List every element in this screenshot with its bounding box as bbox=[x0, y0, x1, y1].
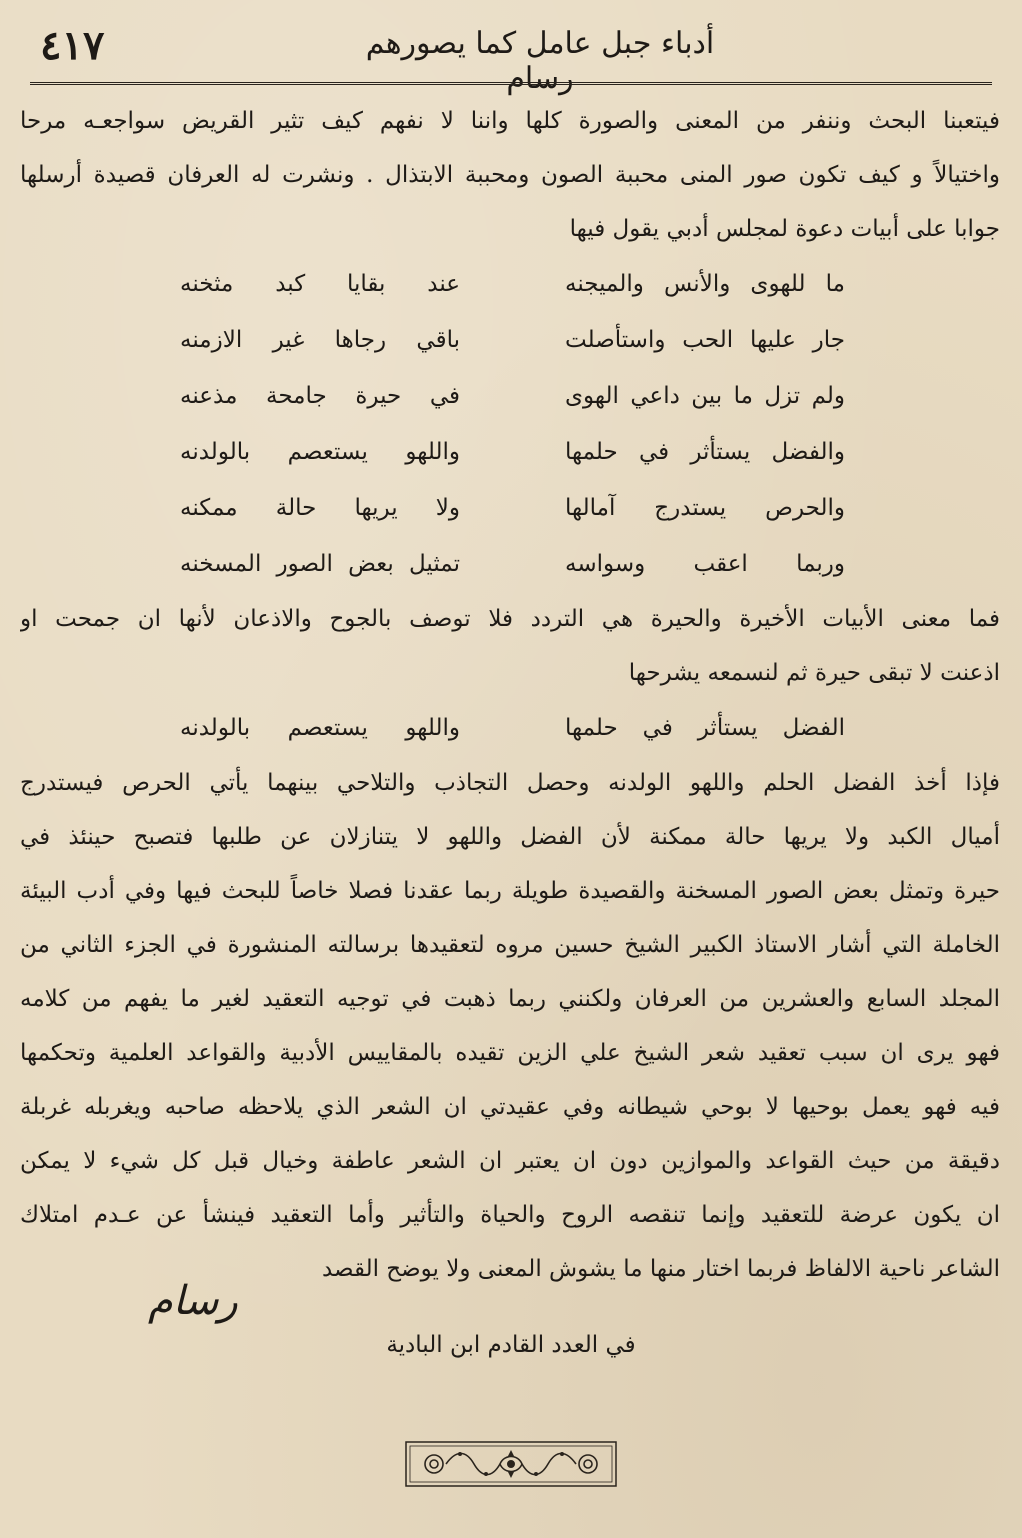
header-rule bbox=[30, 82, 992, 85]
verse-line bbox=[20, 536, 1000, 592]
text-line: حيرة وتمثل بعض الصور المسخنة والقصيدة طويلة ربما عقدنا فصلا خاصاً للبحث فيها وفي أدب البيئة bbox=[20, 878, 1000, 904]
verse-second-hemistich: واللهو يستعصم بالولدنه bbox=[180, 439, 460, 465]
text-line: فما معنى الأبيات الأخيرة والحيرة هي التردد فلا توصف بالجوح والاذعان لأنها ان جمحت او bbox=[20, 606, 1000, 632]
text-line: المجلد السابع والعشرين من العرفان ولكنني ربما ذهبت في توجيه التعقيد لغير ما يفهم من كلامه bbox=[20, 986, 1000, 1012]
verse-first-hemistich: والفضل يستأثر في حلمها bbox=[565, 439, 845, 465]
ornament-icon bbox=[404, 1440, 618, 1488]
verse-first-hemistich: ما للهوى والأنس والميجنه bbox=[565, 271, 845, 297]
verse-first-hemistich: والحرص يستدرج آمالها bbox=[565, 495, 845, 521]
verse-first-hemistich: وربما اعقب وسواسه bbox=[565, 551, 845, 577]
verse-first-hemistich: جار عليها الحب واستأصلت bbox=[565, 327, 845, 353]
text-line: فإذا أخذ الفضل الحلم واللهو الولدنه وحصل التجاذب والتلاحي بينهما يأتي الحرص فيستدرج bbox=[20, 770, 1000, 796]
author-signature: رسام bbox=[148, 1278, 238, 1324]
running-title: أدباء جبل عامل كما يصورهم رسام bbox=[365, 26, 715, 96]
text-line: الشاعر ناحية الالفاظ فربما اختار منها ما يشوش المعنى ولا يوضح القصد bbox=[321, 1256, 1000, 1282]
poem bbox=[20, 256, 1000, 592]
quoted-verse bbox=[20, 700, 1000, 756]
text-line: فيتعبنا البحث وننفر من المعنى والصورة كلها واننا لا نفهم كيف تثير القريض سواجعـه مرحا bbox=[20, 108, 1000, 134]
text-line: الخاملة التي أشار الاستاذ الكبير الشيخ حسين مروه لتعقيدها برسالته المنشورة في الجزء الثاني من bbox=[20, 932, 1000, 958]
page-header bbox=[30, 18, 992, 96]
verse-line bbox=[20, 312, 1000, 368]
text-line: واختيالاً و كيف تكون صور المنى محببة الصون ومحببة الابتذال . ونشرت له العرفان قصيدة أرسلها bbox=[20, 162, 1000, 188]
verse-first-hemistich: الفضل يستأثر في حلمها bbox=[565, 715, 845, 741]
next-issue-note: في العدد القادم ابن البادية bbox=[386, 1332, 636, 1358]
verse-second-hemistich: عند بقايا كبد مثخنه bbox=[180, 271, 460, 297]
verse-line bbox=[20, 480, 1000, 536]
verse-second-hemistich: واللهو يستعصم بالولدنه bbox=[180, 715, 460, 741]
verse-second-hemistich: باقي رجاها غير الازمنه bbox=[180, 327, 460, 353]
verse-second-hemistich: في حيرة جامحة مذعنه bbox=[180, 383, 460, 409]
text-line: أميال الكبد ولا يريها حالة ممكنة لأن الفضل واللهو لا يتنازلان عن طلبها فتصبح حينئذ في bbox=[20, 824, 1000, 850]
text-line: اذعنت لا تبقى حيرة ثم لنسمعه يشرحها bbox=[628, 660, 1000, 686]
verse-line bbox=[20, 424, 1000, 480]
verse-line bbox=[20, 256, 1000, 312]
page-number: ٤١٧ bbox=[40, 22, 105, 69]
text-line: دقيقة من حيث القواعد والموازين دون ان يعتبر ان الشعر عاطفة وخيال قبل كل شيء لا يمكن bbox=[20, 1148, 1000, 1174]
text-line: جوابا على أبيات دعوة لمجلس أدبي يقول فيها bbox=[569, 216, 1000, 242]
text-line: فيه فهو يعمل بوحيها لا بوحي شيطانه وفي عقيدتي ان الشعر الذي يلاحظه صاحبه ويغربله غربلة bbox=[20, 1094, 1000, 1120]
verse-first-hemistich: ولم تزل ما بين داعي الهوى bbox=[565, 383, 845, 409]
verse-line bbox=[20, 368, 1000, 424]
verse-second-hemistich: ولا يريها حالة ممكنه bbox=[180, 495, 460, 521]
verse-second-hemistich: تمثيل بعض الصور المسخنه bbox=[180, 551, 460, 577]
text-line: فهو يرى ان سبب تعقيد شعر الشيخ علي الزين تقيده بالمقاييس الأدبية والقواعد العلمية وتحكمها bbox=[20, 1040, 1000, 1066]
text-line: ان يكون عرضة للتعقيد وإنما تنقصه الروح والحياة والتأثير وأما التعقيد فينشأ عن عـدم امتلاك bbox=[20, 1202, 1000, 1228]
article-body bbox=[20, 94, 1000, 1296]
